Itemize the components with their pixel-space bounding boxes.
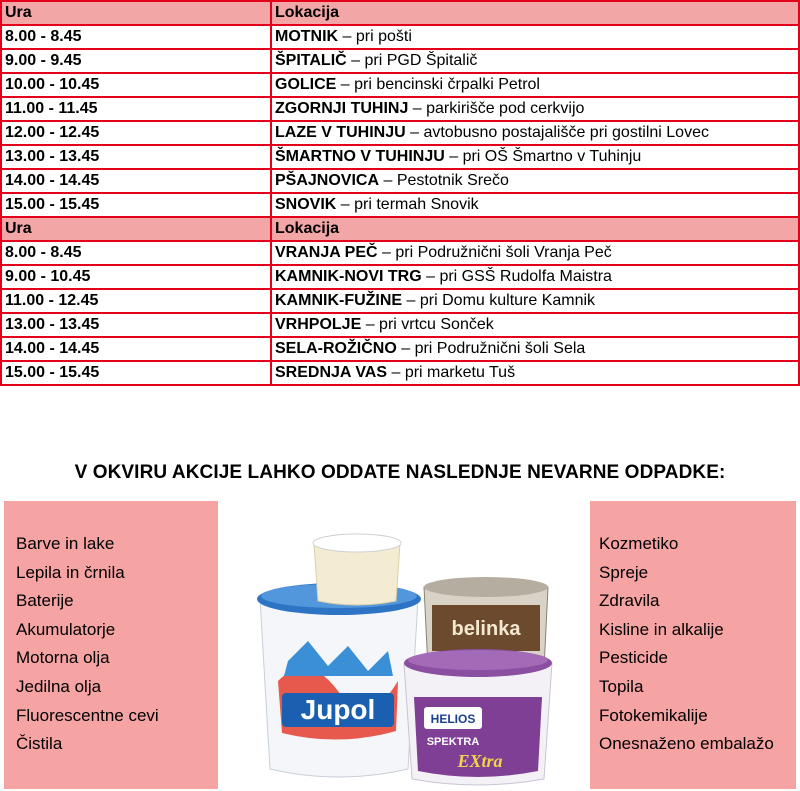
location-name: PŠAJNOVICA	[275, 172, 380, 189]
jupol-bucket	[257, 583, 421, 777]
schedule-row	[1, 49, 799, 73]
location-detail: – pri pošti	[338, 28, 412, 45]
location-cell	[271, 265, 799, 289]
schedule-row	[1, 313, 799, 337]
schedule-row	[1, 241, 799, 265]
schedule-header-row	[1, 217, 799, 241]
location-cell	[271, 193, 799, 217]
waste-item: Kozmetiko	[599, 534, 679, 553]
location-detail: – pri Podružnični šoli Vranja Peč	[377, 244, 612, 261]
waste-item: Jedilna olja	[16, 676, 102, 696]
time-cell: 10.00 - 10.45	[1, 73, 271, 97]
location-detail: – pri Domu kulture Kamnik	[402, 292, 596, 309]
location-name: LAZE V TUHINJU	[275, 124, 406, 141]
location-cell	[271, 145, 799, 169]
waste-item: Fluorescentne cevi	[16, 705, 159, 725]
extra-label: EXtra	[457, 751, 503, 771]
helios-label: HELIOS	[430, 712, 476, 726]
location-cell	[271, 361, 799, 385]
waste-item: Fotokemikalije	[599, 705, 708, 725]
belinka-label: belinka	[451, 618, 521, 640]
time-cell: 15.00 - 15.45	[1, 193, 271, 217]
location-cell	[271, 121, 799, 145]
location-detail: – pri termah Snovik	[336, 196, 479, 213]
waste-item: Čistila	[16, 734, 63, 754]
location-cell	[271, 241, 799, 265]
time-cell: 13.00 - 13.45	[1, 145, 271, 169]
location-cell	[271, 25, 799, 49]
location-detail: – pri GSŠ Rudolfa Maistra	[421, 268, 612, 285]
location-name: SNOVIK	[275, 196, 337, 213]
waste-item: Barve in lake	[16, 534, 115, 553]
location-detail: – avtobusno postajališče pri gostilni Lovec	[405, 124, 709, 141]
location-name: KAMNIK-NOVI TRG	[275, 268, 422, 285]
schedule-row	[1, 289, 799, 313]
location-detail: – pri bencinski črpalki Petrol	[336, 76, 540, 93]
location-name: ŠPITALIČ	[275, 52, 347, 69]
time-cell: 11.00 - 12.45	[1, 289, 271, 313]
schedule-row	[1, 265, 799, 289]
location-detail: – pri OŠ Šmartno v Tuhinju	[444, 148, 642, 165]
location-cell	[271, 49, 799, 73]
waste-list-left	[16, 530, 159, 759]
location-cell	[271, 289, 799, 313]
waste-item: Kisline in alkalije	[599, 619, 724, 639]
schedule-row	[1, 361, 799, 385]
time-cell: 12.00 - 12.45	[1, 121, 271, 145]
waste-item: Motorna olja	[16, 648, 110, 668]
time-cell: 13.00 - 13.45	[1, 313, 271, 337]
waste-headline: V OKVIRU AKCIJE LAHKO ODDATE NASLEDNJE NEVARNE ODPADKE:	[74, 462, 726, 483]
waste-item: Onesnaženo embalažo	[599, 734, 774, 754]
waste-item: Zdravila	[599, 591, 660, 611]
location-name: SELA-ROŽIČNO	[275, 340, 397, 357]
schedule-header-row	[1, 1, 799, 25]
location-cell	[271, 73, 799, 97]
waste-item: Pesticide	[599, 648, 668, 668]
location-detail: – pri marketu Tuš	[387, 364, 516, 381]
waste-item: Lepila in črnila	[16, 562, 125, 582]
schedule-row	[1, 121, 799, 145]
location-cell	[271, 97, 799, 121]
location-detail: – pri vrtcu Sonček	[361, 316, 494, 333]
waste-item: Spreje	[599, 562, 649, 582]
time-cell: 14.00 - 14.45	[1, 169, 271, 193]
time-cell: 15.00 - 15.45	[1, 361, 271, 385]
header-time: Ura	[1, 1, 271, 25]
schedule-row	[1, 25, 799, 49]
schedule-row	[1, 73, 799, 97]
waste-list-left-panel	[4, 501, 218, 789]
waste-item: Baterije	[16, 591, 74, 611]
location-detail: – Pestotnik Srečo	[379, 172, 509, 189]
schedule-row	[1, 193, 799, 217]
time-cell: 9.00 - 9.45	[1, 49, 271, 73]
waste-item: Akumulatorje	[16, 619, 116, 639]
schedule-row	[1, 337, 799, 361]
schedule-table	[0, 0, 800, 386]
location-name: MOTNIK	[275, 28, 339, 45]
helios-bucket	[404, 649, 552, 785]
header-time: Ura	[1, 217, 271, 241]
location-name: VRANJA PEČ	[275, 244, 378, 261]
header-location: Lokacija	[271, 1, 799, 25]
spektra-label: SPEKTRA	[426, 736, 480, 748]
location-name: GOLICE	[275, 76, 337, 93]
location-name: VRHPOLJE	[275, 316, 362, 333]
waste-item: Topila	[599, 676, 644, 696]
time-cell: 14.00 - 14.45	[1, 337, 271, 361]
location-cell	[271, 313, 799, 337]
location-detail: – pri PGD Špitalič	[346, 52, 478, 69]
location-detail: – parkirišče pod cerkvijo	[408, 100, 585, 117]
schedule-row	[1, 97, 799, 121]
schedule-row	[1, 169, 799, 193]
small-tub	[313, 534, 401, 605]
header-location: Lokacija	[271, 217, 799, 241]
location-name: KAMNIK-FUŽINE	[275, 292, 403, 309]
waste-list-right	[599, 530, 774, 759]
location-cell	[271, 337, 799, 361]
location-cell	[271, 169, 799, 193]
location-name: ŠMARTNO V TUHINJU	[275, 148, 445, 165]
time-cell: 11.00 - 11.45	[1, 97, 271, 121]
waste-list-right-panel	[590, 501, 796, 789]
location-name: SREDNJA VAS	[275, 364, 388, 381]
time-cell: 8.00 - 8.45	[1, 241, 271, 265]
schedule-row	[1, 145, 799, 169]
paint-buckets-image	[218, 501, 590, 789]
location-detail: – pri Podružnični šoli Sela	[396, 340, 586, 357]
time-cell: 8.00 - 8.45	[1, 25, 271, 49]
location-name: ZGORNJI TUHINJ	[275, 100, 409, 117]
time-cell: 9.00 - 10.45	[1, 265, 271, 289]
jupol-label: Jupol	[300, 694, 376, 725]
